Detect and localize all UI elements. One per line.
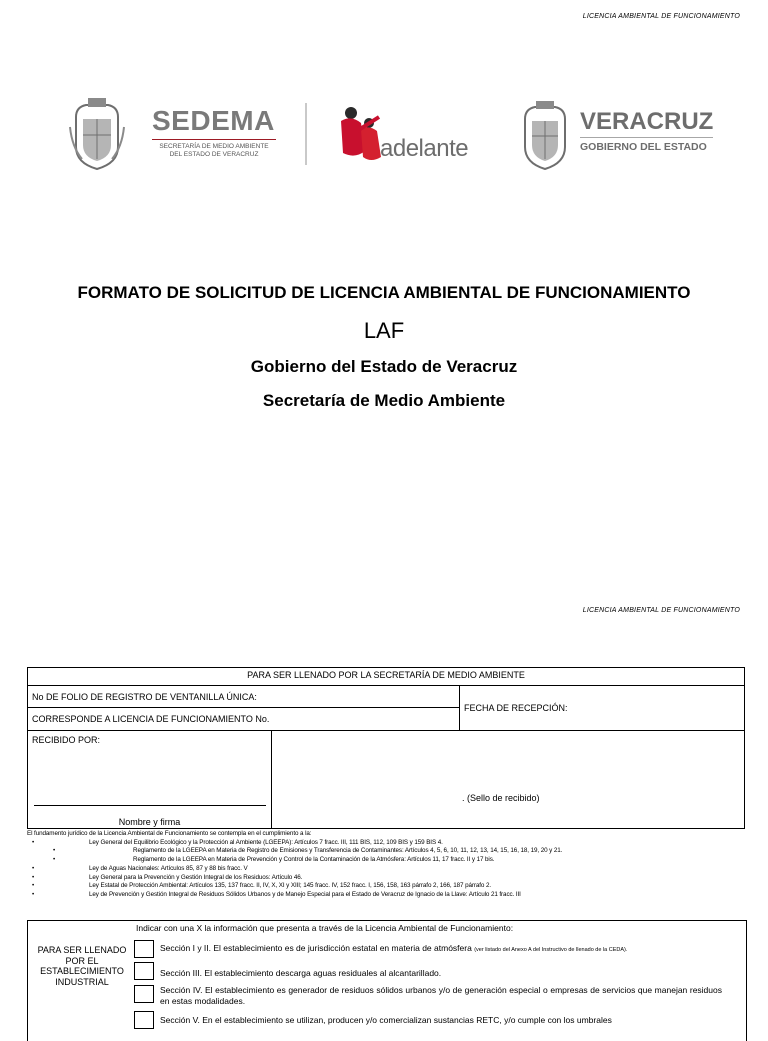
- secretariat-name: Secretaría de Medio Ambiente: [262, 391, 506, 410]
- veracruz-title: VERACRUZ: [580, 108, 714, 135]
- checkbox-section-4[interactable]: [134, 985, 154, 1003]
- option-section-4: Sección IV. El establecimiento es generador de residuos sólidos urbanos y/o de generación especial o empresas de servicios que manejan residuos en estas modalidades.: [160, 985, 722, 1006]
- legal-item: • Ley de Prevención y Gestión Integral de Residuos Sólidos Urbanos y de Manejo Especial para el Estado de Veracruz de Ignacio de la Llave: Artículo 21 fracc. III: [32, 890, 521, 898]
- header-label-2: LICENCIA AMBIENTAL DE FUNCIONAMIENTO: [582, 607, 740, 614]
- option-section-3: Sección III. El establecimiento descarga aguas residuales al alcantarillado.: [160, 968, 442, 978]
- legal-item: • Ley General del Equilibrio Ecológico y la Protección al Ambiente (LGEEPA): Artículos 7 fracc. III, 111 BIS, 112, 109 BIS y 159 BIS 4.: [32, 838, 443, 846]
- option-section-1-2: Sección I y II. El establecimiento es de jurisdicción estatal en materia de atmósfera (ver listado del Anexo A del Instructivo de llenado de la CEDA).: [160, 943, 628, 953]
- section-left-label: PARA SER LLENADO POR EL ESTABLECIMIENTO INDUSTRIAL: [37, 945, 127, 987]
- recibido-cell: [28, 731, 745, 829]
- logo-divider: [305, 103, 307, 165]
- document-code: LAF: [363, 318, 405, 343]
- legal-item: • Reglamento de la LGEEPA en Materia de Registro de Emisiones y Transferencia de Contaminantes: Artículos 4, 5, 6, 10, 11, 12, 13, 14, 15, 16, 18, 19, 20 y 21.: [53, 847, 563, 855]
- checkbox-section-5[interactable]: [134, 1011, 154, 1029]
- legal-item: • Ley General para la Prevención y Gestión Integral de los Residuos: Artículo 46.: [32, 873, 303, 881]
- signature-label: Nombre y firma: [118, 817, 181, 827]
- option-note: (ver listado del Anexo A del Instructivo de llenado de la CEDA).: [474, 947, 628, 953]
- veracruz-logo: [580, 109, 713, 153]
- checkbox-section-3[interactable]: [134, 962, 154, 980]
- adelante-logo: adelante: [380, 135, 469, 162]
- government-name: Gobierno del Estado de Veracruz: [250, 357, 518, 376]
- checkbox-section-1-2[interactable]: [134, 940, 154, 958]
- legal-item: • Ley de Aguas Nacionales: Artículos 85, 87 y 88 bis fracc. V: [32, 864, 248, 872]
- seal-label: . (Sello de recibido): [462, 793, 540, 803]
- veracruz-state-shield-icon: [517, 101, 573, 171]
- signature-line[interactable]: [34, 805, 266, 806]
- section-selector: [27, 920, 747, 1041]
- document-title: FORMATO DE SOLICITUD DE LICENCIA AMBIENTAL DE FUNCIONAMIENTO: [77, 283, 691, 302]
- section-heading: Indicar con una X la información que presenta a través de la Licencia Ambiental de Funcionamiento:: [136, 923, 514, 933]
- folio-field[interactable]: No DE FOLIO DE REGISTRO DE VENTANILLA ÚNICA:: [28, 686, 460, 708]
- option-section-5: Sección V. En el establecimiento se utilizan, producen y/o comercializan sustancias RETC, y/o cumple con los umbrales: [160, 1015, 612, 1025]
- sedema-title: SEDEMA: [152, 105, 275, 136]
- header-label: LICENCIA AMBIENTAL DE FUNCIONAMIENTO: [582, 13, 740, 20]
- legal-intro: El fundamento jurídico de la Licencia Ambiental de Funcionamiento se contempla en el cumplimiento a la:: [27, 830, 312, 837]
- legal-item: • Ley Estatal de Protección Ambiental: Artículos 135, 137 fracc. II, IV, X, XI y XIII; 145 fracc. IV, 152 fracc. I, 156, 158, 163 párrafo 2, 166, 187 párrafo 2.: [32, 882, 492, 890]
- legal-item: • Reglamento de la LGEEPA en Materia de Prevención y Control de la Contaminación de la Atmósfera: Artículos 11, 17 fracc. II y 17 bis.: [53, 856, 495, 864]
- sedema-logo: [152, 107, 276, 159]
- recibido-label: RECIBIDO POR:: [32, 735, 101, 745]
- fecha-recepcion-field[interactable]: FECHA DE RECEPCIÓN:: [460, 686, 745, 731]
- veracruz-subtitle: GOBIERNO DEL ESTADO: [580, 137, 713, 153]
- sedema-subtitle-2: DEL ESTADO DE VERACRUZ: [169, 151, 259, 158]
- legal-basis: [27, 830, 745, 900]
- logos-band: [60, 95, 720, 175]
- registry-heading: PARA SER LLENADO POR LA SECRETARÍA DE MEDIO AMBIENTE: [28, 668, 745, 686]
- sedema-subtitle-1: SECRETARÍA DE MEDIO AMBIENTE: [159, 143, 269, 150]
- veracruz-coat-of-arms-icon: [68, 97, 126, 171]
- licencia-number-field[interactable]: CORRESPONDE A LICENCIA DE FUNCIONAMIENTO No.: [28, 708, 460, 731]
- adelante-figures-icon: [335, 101, 383, 165]
- registry-table: [27, 667, 745, 829]
